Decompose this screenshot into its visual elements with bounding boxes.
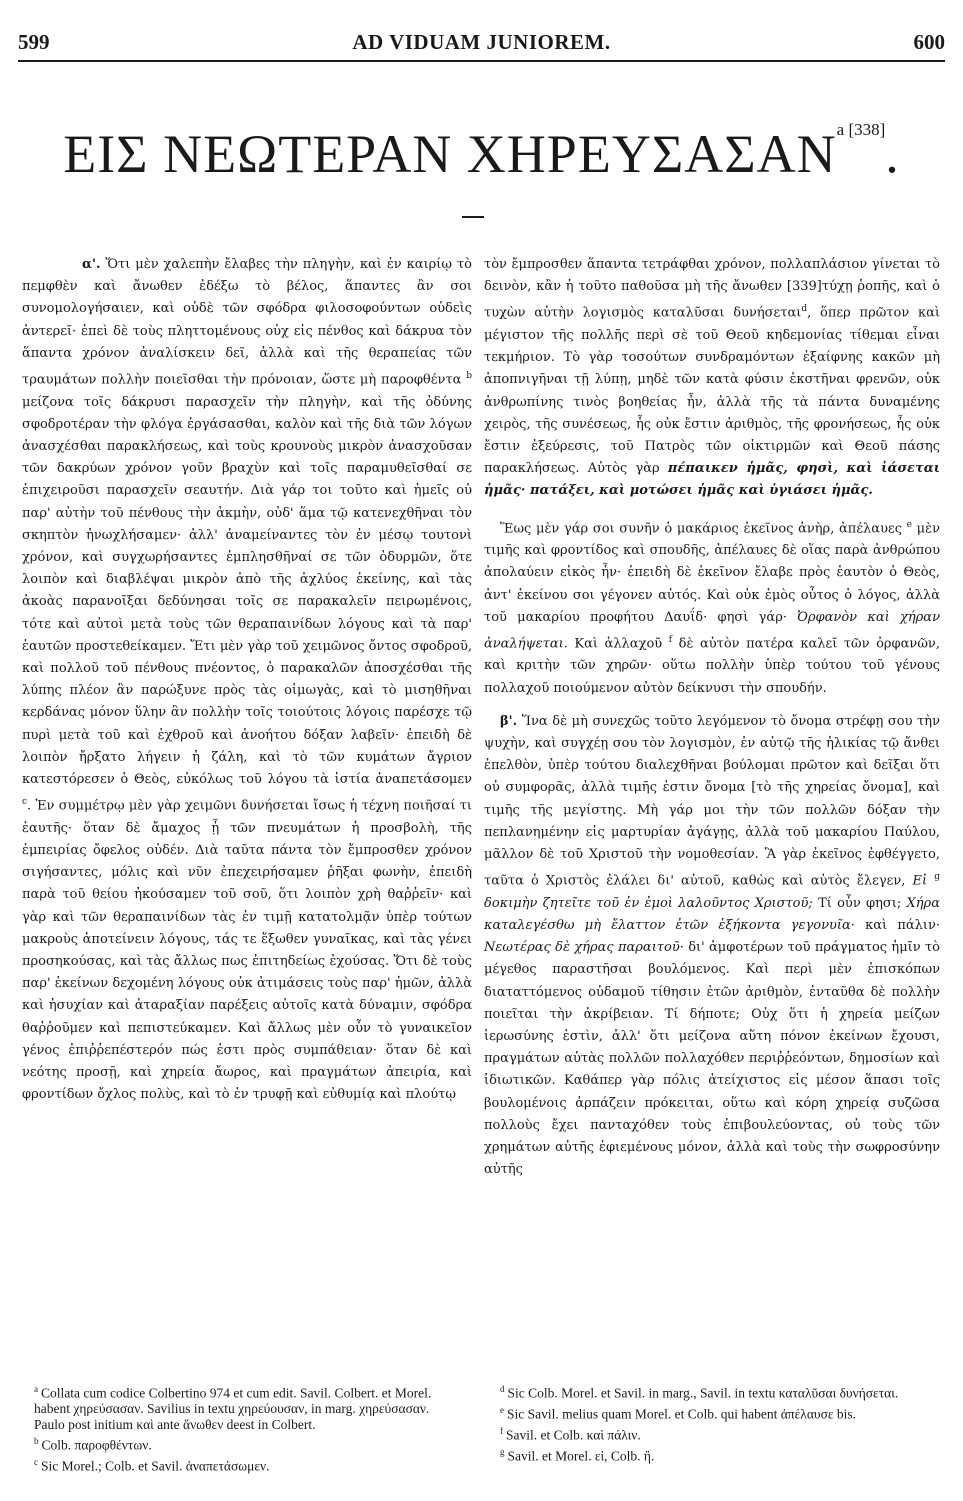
title-end: . <box>885 124 900 184</box>
paragraph-continued: τὸν ἔμπροσθεν ἅπαντα τετράφθαι χρόνον, πολλαπλάσιον γίνεται τὸ δεινὸν, κἂν ἡ τοῦτο παθοῦσα μὴ τῆς ἄνωθεν [339]τύχῃ ῥοπῆς, καὶ ὁ τυχὼν αὐτὴν λογισμὸς καταλῦσαι δυνήσεται$^d$, ὅπερ πρῶτον καὶ μέγιστον τῆς πολλῆς περὶ σὲ τοῦ Θεοῦ κηδεμονίας τίθεμαι εἶναι τεκμήριον. Τὸ γὰρ τοσούτων συνδραμόντων ἐξαίφνης κακῶν μὴ ἀποπνιγῆναι τῇ λύπῃ, μηδὲ τῶν κατὰ φύσιν ἐκστῆναι φρενῶν, οὐκ ἀνθρωπίνης τινὸς βοηθείας ἦν, ἀλλὰ τῆς τὰ πάντα δυναμένης χειρὸς, τῆς συνέσεως, ἧς οὐκ ἔστιν ἀριθμὸς, τῆς φρονήσεως, ἧς οὐκ ἔστιν ἐξεύρεσις, τοῦ Πατρὸς τῶν οἰκτιρμῶν καὶ Θεοῦ πάσης παρακλήσεως. Αὐτὸς γὰρ πέπαικεν ἡμᾶς, φησὶ, καὶ ἰάσεται ἡμᾶς· πατάξει, καὶ μοτώσει ἡμᾶς καὶ ὑγιάσει ἡμᾶς. <box>484 257 941 499</box>
page-number-right: 600 <box>913 30 945 54</box>
footnote: $^c$ Sic Morel.; Colb. et Savil. ἀναπετάσωμεν. <box>34 1457 270 1474</box>
scripture-quote-3: δοκιμὴν ζητεῖτε τοῦ ἐν ἐμοὶ λαλοῦντος Χριστοῦ; <box>484 895 813 911</box>
footnote: $^e$ Sic Savil. melius quam Morel. et Colb. qui habent ἀπέλαυσε bis. <box>500 1405 857 1422</box>
title-text: ΕΙΣ ΝΕΩΤΕΡΑΝ ΧΗΡΕΥΣΑΣΑΝ <box>63 124 837 184</box>
scripture-quote-2: Ὀρφανὸν καὶ χήραν ἀναλήψεται. <box>484 609 940 652</box>
scripture-quote-4: Χήρα καταλεγέσθω μὴ ἔλαττον ἐτῶν ἑξήκοντα γεγονυῖα· <box>484 895 940 933</box>
note-mark-f: f <box>668 634 673 645</box>
left-column <box>22 254 472 1106</box>
footnote: $^f$ Savil. et Colb. καὶ πάλιν. <box>500 1426 641 1443</box>
note-mark-c: c <box>22 797 28 808</box>
footnote: $^g$ Savil. et Morel. εἰ, Colb. ἢ. <box>500 1447 655 1464</box>
title-note-mark: a [338] <box>836 120 886 139</box>
running-title: AD VIDUAM JUNIOREM. <box>352 30 611 54</box>
footnote: $^a$ Collata cum codice Colbertino 974 et cum edit. Savil. Colbert. et Morel. habent χηρεύσασαν. Savilius in textu χηρεύουσαν, in marg. χηρεύσασαν. Paulo post initium καὶ ante ἄνωθεν deest in Colbert. <box>34 1384 432 1432</box>
paragraph-2: Ἕως μὲν γάρ σοι συνῆν ὁ μακάριος ἐκεῖνος ἀνὴρ, ἀπέλαυες $^e$ μὲν τιμῆς καὶ φροντίδος καὶ σπουδῆς, ἀπέλαυες δὲ οἵας παρὰ ἀνθρώπου ἀπολαύειν εἰκὸς ἦν· ἐπειδὴ δὲ ἐκεῖνον ἔλαβε πρὸς ἑαυτὸν ὁ Θεὸς, ἀντ' ἐκείνου σοι γέγονεν αὐτός. Καὶ οὐκ ἐμὸς οὗτος ὁ λόγος, ἀλλὰ τοῦ μακαρίου προφήτου Δαυΐδ· φησὶ γάρ· Ὀρφανὸν καὶ χήραν ἀναλήψεται. Καὶ ἀλλαχοῦ $^f$ δὲ αὐτὸν πατέρα καλεῖ τῶν ὀρφανῶν, καὶ κριτὴν τῶν χηρῶν· οὕτω πολλὴν ὑπὲρ τούτου τοῦ γένους πολλαχοῦ ποιούμενον αὐτὸν δείκνυσι τὴν σπουδήν. <box>484 519 940 696</box>
scripture-quote-5: Νεωτέρας δὲ χήρας παραιτοῦ· <box>484 940 684 956</box>
page-header <box>18 30 945 62</box>
note-mark-g: g <box>934 872 941 883</box>
section-mark-2: β'. <box>500 713 518 729</box>
right-column <box>484 254 940 1181</box>
page-number-left: 599 <box>18 30 50 54</box>
note-mark-d: d <box>801 304 808 315</box>
footnote: $^d$ Sic Colb. Morel. et Savil. in marg., Savil. in textu καταλῦσαι δυνήσεται. <box>500 1384 899 1401</box>
footnotes-left <box>34 1382 454 1476</box>
title-rule <box>462 216 484 218</box>
section-mark: α'. <box>82 257 101 272</box>
footnote: $^b$ Colb. παροφθέντων. <box>34 1436 152 1453</box>
footnotes-right <box>500 1382 940 1466</box>
page-title <box>0 118 963 184</box>
paragraph-3: β'. Ἵνα δὲ μὴ συνεχῶς τοῦτο λεγόμενον τὸ ὄνομα στρέφῃ σου τὴν ψυχὴν, καὶ συγχέῃ σου τὸν λογισμὸν, ἐν αὐτῷ τῆς ἡλικίας τῷ ἄνθει ἐπελθὸν, ὑπὲρ τούτου διαλεχθῆναι βούλομαι πρῶτον καὶ δεῖξαι ὅτι οὐ συμφορᾶς, ἀλλὰ τιμῆς ἐστιν ὄνομα [τὸ τῆς χηρείας ὄνομα], καὶ τιμῆς τῆς μεγίστης. Μὴ γάρ μοι τὴν τῶν πολλῶν δόξαν τὴν πεπλανημένην εἰς μαρτυρίαν ἀγάγῃς, ἀλλὰ τοῦ μακαρίου Παύλου, μᾶλλον δὲ τοῦ Χριστοῦ τὴν νομοθεσίαν. Ἃ γὰρ ἐκεῖνος ἐφθέγγετο, ταῦτα ὁ Χριστὸς ἐλάλει δι' αὐτοῦ, καθὼς καὶ αὐτὸς ἔλεγεν, Εἰ $^g$ δοκιμὴν ζητεῖτε τοῦ ἐν ἐμοὶ λαλοῦντος Χριστοῦ; Τί οὖν φησι; Χήρα καταλεγέσθω μὴ ἔλαττον ἐτῶν ἑξήκοντα γεγονυῖα· καὶ πάλιν· Νεωτέρας δὲ χήρας παραιτοῦ· δι' ἀμφοτέρων τοῦ πράγματος ἡμῖν τὸ μέγεθος παραστῆσαι βουλόμενος. Καὶ περὶ μὲν ἐπισκόπων διαταττόμενος οὐδαμοῦ τίθησιν ἐτῶν ἀριθμὸν, ἐνταῦθα δὲ πολλὴν ποιεῖται τὴν ἀκρίβειαν. Τί δήποτε; Οὐχ ὅτι ἡ χηρεία μείζων ἱερωσύνης ἐστὶν, ἀλλ' ὅτι μείζονα αὕτη πόνον ἐκείνων ἔχουσι, πραγμάτων αὐτὰς πολλῶν πολλαχόθεν περιῤῥεόντων, δημοσίων καὶ ἰδιωτικῶν. Καθάπερ γὰρ πόλις ἀτείχιστος εἰς μέσον ἅπασι τοῖς βουλομένοις ἁρπάζειν πρόκειται, οὕτω καὶ κόρη χηρείᾳ συζῶσα πολλοὺς ἔχει πανταχόθεν τοὺς ἐπιβουλεύοντας, οὐ τοὺς τῶν χρημάτων αὐτῆς ἐφιεμένους μόνον, ἀλλὰ καὶ τοὺς τὴν σωφροσύνην αὐτῆς <box>484 713 941 1178</box>
note-mark-b: b <box>466 371 472 382</box>
paragraph-1: α'. Ὅτι μὲν χαλεπὴν ἔλαβες τὴν πληγὴν, καὶ ἐν καιρίῳ τὸ πεμφθὲν καὶ ἄνωθεν ἐδέξω τὸ βέλος, ἅπαντες ἂν σοι συνομολογήσαιεν, καὶ οὐδὲ τῶν σφόδρα φιλοσοφούντων οὐδεὶς ἀντερεῖ· ἐπεὶ δὲ τοὺς πληττομένους οὐχ εἰς πένθος καὶ δάκρυα τὸν ἅπαντα χρόνον ἀναλίσκειν δεῖ, ἀλλὰ καὶ τῆς θεραπείας τῶν τραυμάτων πολλὴν ποιεῖσθαι τὴν πρόνοιαν, ὥστε μὴ παροφθέντα $^b$ μείζονα τοῖς δάκρυσι παρασχεῖν τὴν πληγὴν, καὶ τῆς ὀδύνης σφοδροτέραν τὴν φλόγα ἐργάσασθαι, καλὸν καὶ τῆς διὰ τῶν λόγων ἀνασχέσθαι παρακλήσεως, καὶ τοὺς κρουνοὺς μικρὸν ἀνασχοῦσαν τῶν δακρύων χρόνον γοῦν βραχὺν καὶ τοῖς παραμυθεῖσθαί σε ἐπιχειροῦσι παρασχεῖν σεαυτήν. Διὰ γάρ τοι τοῦτο καὶ ἡμεῖς οὐ παρ' αὐτὴν τοῦ πένθους τὴν ἀκμὴν, οὐδ' ἅμα τῷ κατενεχθῆναι τὸν σκηπτὸν ἠνωχλήσαμεν· ἀλλ' ἀναμείναντες τὸν ἐν μέσῳ τουτονὶ χρόνον, καὶ συγχωρήσαντες ἐμπλησθῆναί σε τῶν ὀδυρμῶν, ὅτε λοιπὸν καὶ διαβλέψαι μικρὸν ἀπὸ τῆς ἀχλύος ἐκείνης, καὶ τὰς ἀκοὰς παρανοῖξαι δεδύνησαι τοῖς σε παρακαλεῖν πειρωμένοις, τότε καὶ αὐτοὶ μετὰ τοὺς τῶν θεραπαινίδων λόγους καὶ τὰ παρ' ἑαυτῶν προστεθείκαμεν. Ἔτι μὲν γὰρ τοῦ χειμῶνος ὄντος σφοδροῦ, καὶ πολλοῦ τοῦ πένθους πνέοντος, ὁ παρακαλῶν ἀποσχέσθαι τῆς λύπης πλέον ἂν παρώξυνε πρὸς τὰς οἰμωγὰς, καὶ τὸ μισηθῆναι κερδάνας μόνον ὕλην ἂν πολλὴν τοῖς τοιούτοις λόγοις παρέσχε τῷ πυρὶ μετὰ τοῦ καὶ ἐχθροῦ καὶ ἀνοήτου δόξαν λαβεῖν· ἐπειδὴ δὲ λοιπὸν ἤρξατο λήγειν ἡ ζάλη, καὶ τὸ τῶν κυμάτων ἄγριον κατεστόρεσεν ὁ Θεὸς, εὐκόλως τοῦ λόγου τὰ ἱστία ἀναπετάσομεν $^c$. Ἐν συμμέτρῳ μὲν γὰρ χειμῶνι δυνήσεται ἴσως ἡ τέχνη ποιῆσαί τι ἑαυτῆς· ὅταν δὲ ἄμαχος ᾖ τῶν πνευμάτων ἡ προσβολὴ, τῆς ἐμπειρίας ὄφελος οὐδέν. Διὰ ταῦτα πάντα τὸν ἔμπροσθεν χρόνον σιγήσαντες, μόλις καὶ νῦν ἐπεχειρήσαμεν ῥῆξαι φωνὴν, ἐπειδὴ παρὰ τοῦ θείου ἠκούσαμεν τοῦ σοῦ, ὅτι λοιπὸν χρὴ θαῤῥεῖν· καὶ γὰρ καὶ τῶν θεραπαινίδων τὰς ἐν τιμῇ κατατολμᾷν ὑπὲρ τούτων μακροὺς ἀποτείνειν λόγους, τάς τε ἔξωθεν γυναῖκας, καὶ τὰς γένει προσηκούσας, καὶ τὰς ἄλλως πως ἐπιτηδείως ἐχούσας. Ὅτι δὲ τοὺς παρ' ἐκείνων δεχομένη λόγους οὐκ ἀτιμάσεις τοὺς παρ' ἡμῶν, ἀλλὰ καὶ ἡσυχίαν καὶ ἀταραξίαν παρέξεις αὐτοῖς κατὰ δύναμιν, σφόδρα θαῤῥοῦμεν καὶ πεπιστεύκαμεν. Καὶ ἄλλως μὲν οὖν τὸ γυναικεῖον γένος ἐπιῤῥεπέστερόν πώς ἐστι πρὸς συμπάθειαν· ὅταν δὲ καὶ νεότης προσῇ, καὶ χηρεία ἄωρος, καὶ πραγμάτων ἀπειρία, καὶ φροντίδων ὄχλος πολὺς, καὶ τὸ ἐν τρυφῇ καὶ εὐθυμίᾳ καὶ πλούτῳ <box>22 257 472 1103</box>
column-ref-339: [339] <box>786 279 822 295</box>
scripture-quote-1: πέπαικεν ἡμᾶς, φησὶ, καὶ ἰάσεται ἡμᾶς· πατάξει, καὶ μοτώσει ἡμᾶς καὶ ὑγιάσει ἡμᾶς. <box>484 461 941 499</box>
note-mark-e: e <box>906 519 912 530</box>
